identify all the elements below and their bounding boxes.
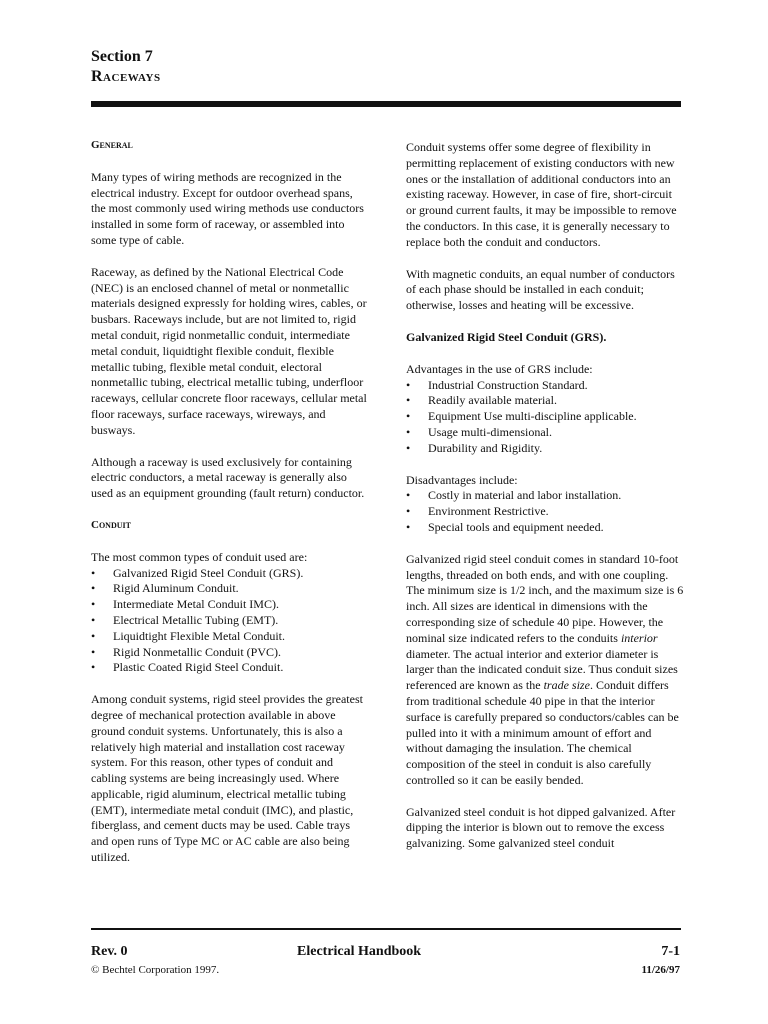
disadvantages-list <box>406 488 684 535</box>
general-paragraph-1: Many types of wiring methods are recognized in the electrical industry. Except for outdoor overhead spans, the most commonly used wiring methods use conductors installed in some form of raceway, or assembled into some type of cable. <box>91 169 364 247</box>
section-number: Section 7 <box>91 48 153 65</box>
list-item: • Usage multi-dimensional. <box>406 425 684 441</box>
copyright-notice: © Bechtel Corporation 1997. <box>91 964 220 976</box>
magnetic-conduit-paragraph: With magnetic conduits, an equal number of conductors of each phase should be installed in each conduit; otherwise, losses and heating will be excessive. <box>406 266 675 313</box>
grs-description-paragraph <box>406 552 684 789</box>
conduit-paragraph-1: Among conduit systems, rigid steel provides the greatest degree of mechanical protection available in above ground conduit systems. Unfortunately, this is also a relatively high material and installation cost raceway system. For this reason, other types of conduit and cabling systems are being increasingly used. Where applicable, rigid aluminum, electrical metallic tubing (EMT), intermediate metal conduit (IMC), and plastic, fiberglass, and cement ducts may be used. Cable trays and open runs of Type MC or AC cable are also being utilized. <box>91 692 363 865</box>
grs-text-part-1: Galvanized rigid steel conduit comes in standard 10-foot lengths, threaded on both ends, and with one coupling. The minimum size is 1/2 inch, and the maximum size is 6 inch. All sizes are identical in dimensions with the corresponding size of schedule 40 pipe. However, the nominal size indicated refers to the conduits <box>406 551 684 645</box>
disadvantages-intro: Disadvantages include: <box>406 472 518 487</box>
page-number: 7-1 <box>661 944 680 959</box>
header-rule <box>91 101 681 107</box>
grs-heading: Galvanized Rigid Steel Conduit (GRS). <box>406 329 607 344</box>
conduit-heading: Conduit <box>91 518 131 531</box>
page-title: Raceways <box>91 68 161 85</box>
list-item: • Galvanized Rigid Steel Conduit (GRS). <box>91 566 369 582</box>
flexibility-paragraph: Conduit systems offer some degree of flexibility in permitting replacement of existing conductors with new ones or the installation of additional conductors into an existing raceway. However, in case of fire, short-circuit or ground current faults, it may be impossible to remove the conductors. In this case, it is generally necessary to replace both the conduit and conductors. <box>406 140 677 249</box>
footer-rule <box>91 928 681 930</box>
trade-size-emphasis: trade size <box>543 678 590 693</box>
list-item: • Intermediate Metal Conduit IMC). <box>91 597 369 613</box>
conduit-types-list <box>91 566 369 677</box>
list-item: • Liquidtight Flexible Metal Conduit. <box>91 629 369 645</box>
list-item: • Costly in material and labor installation. <box>406 488 684 504</box>
handbook-title: Electrical Handbook <box>297 944 422 959</box>
galvanizing-paragraph: Galvanized steel conduit is hot dipped galvanized. After dipping the interior is blown out to remove the excess galvanizing. Some galvanized steel conduit <box>406 804 676 851</box>
list-item: • Rigid Aluminum Conduit. <box>91 581 369 597</box>
list-item: • Readily available material. <box>406 393 684 409</box>
revision-date: 11/26/97 <box>641 964 680 976</box>
grs-text-part-2: diameter. The actual interior and exterior diameter is larger than the indicated conduit size. Thus conduit sizes referenced are known as the <box>406 646 678 693</box>
revision-label: Rev. 0 <box>91 944 128 959</box>
right-column <box>406 140 684 852</box>
advantages-list <box>406 378 684 457</box>
list-item: • Industrial Construction Standard. <box>406 378 684 394</box>
general-paragraph-3: Although a raceway is used exclusively for containing electric conductors, a metal raceway is generally also used as an equipment grounding (fault return) conductor. <box>91 454 365 501</box>
interior-emphasis: interior <box>620 630 658 645</box>
list-item: • Special tools and equipment needed. <box>406 520 684 536</box>
list-item: • Environment Restrictive. <box>406 504 684 520</box>
conduit-intro: The most common types of conduit used are: <box>91 549 308 564</box>
list-item: • Plastic Coated Rigid Steel Conduit. <box>91 660 369 676</box>
list-item: • Electrical Metallic Tubing (EMT). <box>91 613 369 629</box>
advantages-intro: Advantages in the use of GRS include: <box>406 361 593 376</box>
general-heading: General <box>91 139 133 151</box>
list-item: • Equipment Use multi-discipline applicable. <box>406 409 684 425</box>
left-column <box>91 138 369 866</box>
list-item: • Rigid Nonmetallic Conduit (PVC). <box>91 645 369 661</box>
list-item: • Durability and Rigidity. <box>406 441 684 457</box>
general-paragraph-2: Raceway, as defined by the National Electrical Code (NEC) is an enclosed channel of metal or nonmetallic materials designed expressly for holding wires, cables, or busbars. Raceways include, but are not limited to, rigid metal conduit, rigid nonmetallic conduit, intermediate metal conduit, liquidtight flexible conduit, flexible metallic tubing, flexible metal conduit, electoral nonmetallic tubing, electrical metallic tubing, underfloor raceways, cellular concrete floor raceways, cellular metal floor raceways, surface raceways, wireways, and busways. <box>91 264 367 437</box>
grs-text-part-3: . Conduit differs from traditional schedule 40 pipe in that the interior surface is carefully prepared so conductors/cables can be pulled into it with a minimum amount of effort and without damaging the insulation. The chemical composition of the steel in conduit is also carefully controlled so it can be easily bended. <box>406 678 679 787</box>
